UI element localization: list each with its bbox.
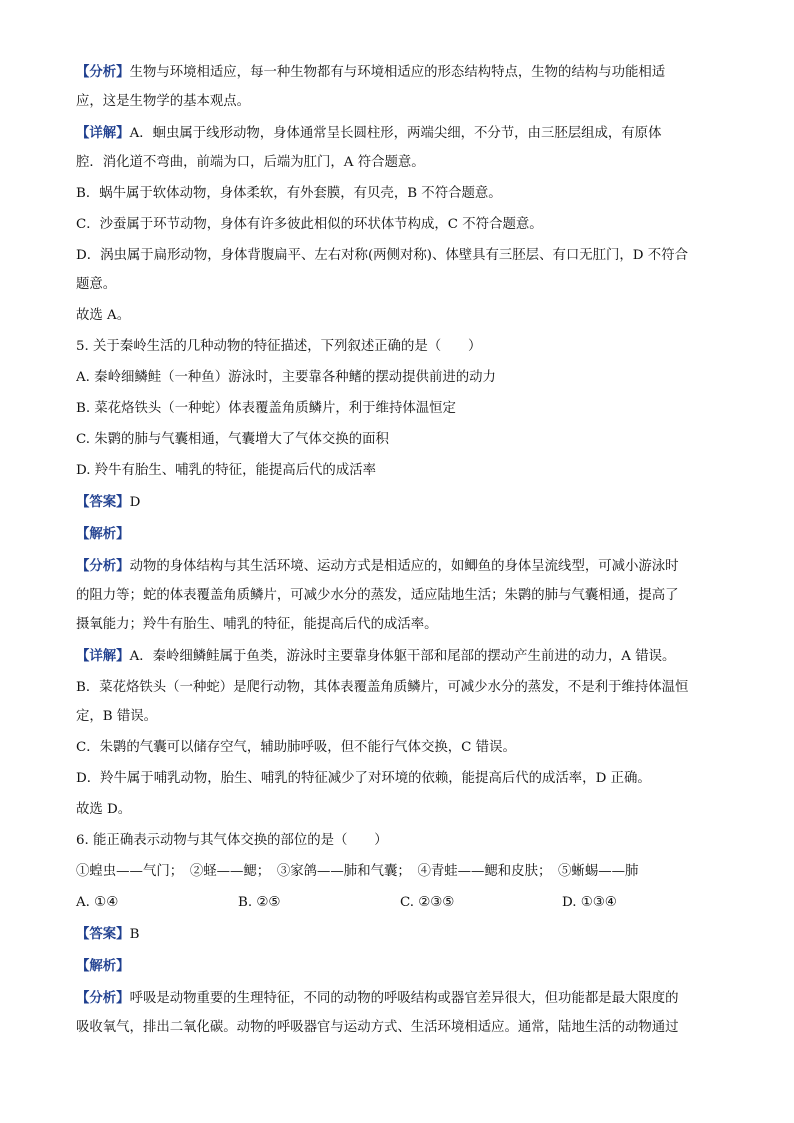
- text-line: D．羚牛属于哺乳动物，胎生、哺乳的特征减少了对环境的依赖，能提高后代的成活率，D 正确。: [76, 771, 651, 786]
- text-line: 故选 A。: [76, 308, 131, 323]
- question-6-option-c: C. ②③⑤: [400, 895, 455, 910]
- question-6-analysis-heading: [76, 956, 724, 977]
- question-6-options: [76, 893, 724, 913]
- section-label: 【分析】: [76, 558, 130, 574]
- text-line: 故选 D。: [76, 802, 132, 817]
- question-5-option-d: D. 羚牛有胎生、哺乳的特征，能提高后代的成活率: [76, 463, 376, 478]
- text-line: 摄氧能力；羚牛有胎生、哺乳的特征，能提高后代的成活率。: [76, 617, 438, 632]
- section-label: 【分析】: [76, 990, 130, 1006]
- question-6-option-d: D. ①③④: [562, 895, 617, 910]
- section-label: 【分析】: [76, 64, 130, 80]
- text-line: 吸收氧气，排出二氧化碳。动物的呼吸器官与运动方式、生活环境相适应。通常，陆地生活的动物通过: [76, 1020, 679, 1035]
- text-line: 定，B 错误。: [76, 709, 158, 724]
- question-6-items: ①蝗虫——气门； ②蛏——鳃； ③家鸽——肺和气囊； ④青蛙——鳃和皮肤； ⑤蜥蜴——肺: [76, 864, 639, 879]
- page-content: [76, 62, 724, 1049]
- text-line: 【详解】A．秦岭细鳞鲑属于鱼类，游泳时主要靠身体躯干部和尾部的摆动产生前进的动力，A 错误。: [76, 648, 676, 664]
- section-label: 【详解】: [76, 648, 130, 664]
- question-5-option-c: C. 朱鹮的肺与气囊相通，气囊增大了气体交换的面积: [76, 432, 389, 447]
- section-label: 【详解】: [76, 125, 130, 141]
- question-5-analysis-heading: [76, 524, 724, 545]
- question-6-answer: [76, 924, 724, 945]
- question-5-stem: 5. 关于秦岭生活的几种动物的特征描述，下列叙述正确的是（ ）: [76, 339, 482, 354]
- text-line: 【分析】呼吸是动物重要的生理特征，不同的动物的呼吸结构或器官差异很大，但功能都是最大限度的: [76, 990, 679, 1006]
- text-line: 题意。: [76, 277, 117, 292]
- question-6-option-a: A. ①④: [76, 895, 119, 910]
- analysis-label: 【解析】: [76, 958, 130, 974]
- text-line: C．朱鹮的气囊可以储存空气，辅助肺呼吸，但不能行气体交换，C 错误。: [76, 740, 516, 755]
- text-line: 【分析】动物的身体结构与其生活环境、运动方式是相适应的，如鲫鱼的身体呈流线型，可减小游泳时: [76, 558, 679, 574]
- answer-label: 【答案】: [76, 494, 130, 510]
- text-line: 腔．消化道不弯曲，前端为口，后端为肛门，A 符合题意。: [76, 155, 425, 170]
- answer-value: B: [129, 927, 140, 942]
- text-line: B．菜花烙铁头（一种蛇）是爬行动物，其体表覆盖角质鳞片，可减少水分的蒸发，不是利于维持体温恒: [76, 680, 689, 695]
- text-line: 应，这是生物学的基本观点。: [76, 94, 251, 109]
- text-line: 的阻力等；蛇的体表覆盖角质鳞片，可减少水分的蒸发，适应陆地生活；朱鹮的肺与气囊相通，提高了: [76, 588, 679, 603]
- text-line: 【详解】A．蛔虫属于线形动物，身体通常呈长圆柱形，两端尖细，不分节，由三胚层组成，有原体: [76, 125, 662, 141]
- answer-label: 【答案】: [76, 926, 130, 942]
- question-6-option-b: B. ②⑤: [238, 895, 281, 910]
- answer-value: D: [129, 495, 141, 510]
- text-line: C．沙蚕属于环节动物，身体有许多彼此相似的环状体节构成，C 不符合题意。: [76, 217, 543, 232]
- question-5-option-a: A. 秦岭细鳞鲑（一种鱼）游泳时，主要靠各种鳍的摆动提供前进的动力: [76, 370, 496, 385]
- analysis-label: 【解析】: [76, 526, 130, 542]
- question-6-stem: 6. 能正确表示动物与其气体交换的部位的是（ ）: [76, 833, 388, 848]
- text-line: 【分析】生物与环境相适应，每一种生物都有与环境相适应的形态结构特点，生物的结构与功能相适: [76, 64, 666, 80]
- question-5-option-b: B. 菜花烙铁头（一种蛇）体表覆盖角质鳞片，利于维持体温恒定: [76, 401, 456, 416]
- text-line: B．蜗牛属于软体动物，身体柔软，有外套膜，有贝壳，B 不符合题意。: [76, 186, 502, 201]
- text-line: D．涡虫属于扁形动物，身体背腹扁平、左右对称(两侧对称)、体壁具有三胚层、有口无肛门，D 不符合: [76, 248, 688, 263]
- question-5-answer: [76, 492, 724, 513]
